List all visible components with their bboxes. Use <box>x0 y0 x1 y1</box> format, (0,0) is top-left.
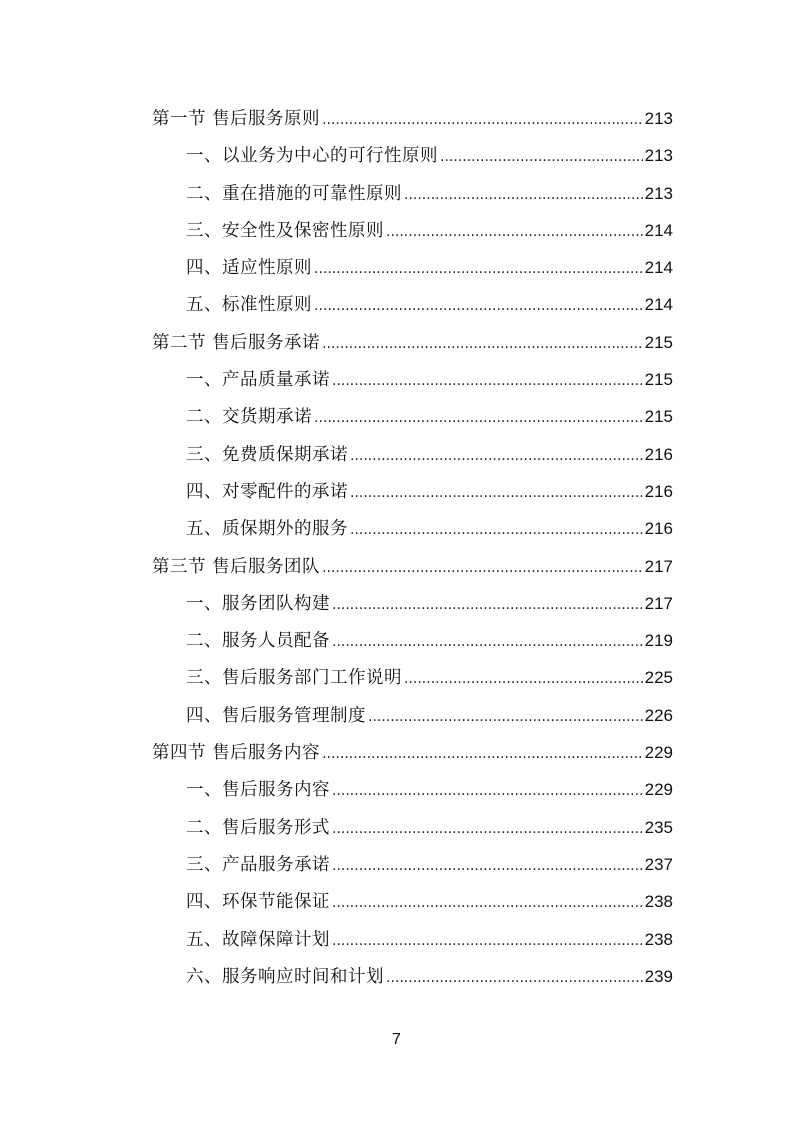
toc-subsection-entry[interactable] <box>152 921 673 958</box>
toc-dot-leader <box>332 363 643 400</box>
toc-dot-leader <box>314 400 643 437</box>
toc-subsection-entry[interactable] <box>152 361 673 398</box>
toc-subsection-entry[interactable] <box>152 175 673 212</box>
toc-entry-page-number: 214 <box>644 220 673 240</box>
toc-entry-page-number: 213 <box>644 146 673 166</box>
toc-dot-leader <box>322 550 643 587</box>
toc-entry-page-number: 219 <box>644 631 673 651</box>
toc-entry-title: 二、交货期承诺 <box>186 407 312 428</box>
toc-entry-title: 一、以业务为中心的可行性原则 <box>186 146 438 167</box>
toc-entry-title: 第一节 售后服务原则 <box>152 109 321 129</box>
toc-dot-leader <box>322 102 643 139</box>
toc-entry-title: 五、质保期外的服务 <box>186 519 348 540</box>
toc-entry-page-number: 213 <box>644 109 673 128</box>
toc-entry-page-number: 214 <box>644 295 673 315</box>
toc-entry-page-number: 215 <box>644 370 673 390</box>
toc-dot-leader <box>332 773 643 810</box>
toc-subsection-entry[interactable] <box>152 771 673 808</box>
toc-subsection-entry[interactable] <box>152 622 673 659</box>
toc-dot-leader <box>386 960 643 997</box>
toc-section-entry[interactable] <box>152 734 673 771</box>
toc-dot-leader <box>314 251 643 288</box>
toc-subsection-entry[interactable] <box>152 958 673 995</box>
toc-entry-title: 二、售后服务形式 <box>186 817 330 838</box>
toc-subsection-entry[interactable] <box>152 473 673 510</box>
toc-subsection-entry[interactable] <box>152 697 673 734</box>
toc-dot-leader <box>440 139 643 176</box>
toc-entry-page-number: 226 <box>644 705 673 725</box>
toc-entry-page-number: 225 <box>644 668 673 688</box>
toc-entry-page-number: 238 <box>644 929 673 949</box>
toc-subsection-entry[interactable] <box>152 846 673 883</box>
toc-subsection-entry[interactable] <box>152 398 673 435</box>
toc-entry-title: 第四节 售后服务内容 <box>152 743 321 764</box>
toc-subsection-entry[interactable] <box>152 510 673 547</box>
toc-section-entry[interactable] <box>152 548 673 585</box>
toc-entry-title: 一、服务团队构建 <box>186 593 330 614</box>
toc-dot-leader <box>404 661 643 698</box>
toc-entry-page-number: 213 <box>644 183 673 203</box>
toc-entry-page-number: 217 <box>644 556 673 576</box>
toc-entry-title: 五、故障保障计划 <box>186 929 330 950</box>
toc-subsection-entry[interactable] <box>152 659 673 696</box>
toc-entry-page-number: 238 <box>644 892 673 912</box>
toc-dot-leader <box>350 475 643 512</box>
toc-entry-page-number: 229 <box>644 743 673 763</box>
toc-dot-leader <box>332 923 643 960</box>
toc-entry-title: 二、服务人员配备 <box>186 631 330 652</box>
toc-subsection-entry[interactable] <box>152 212 673 249</box>
page-number: 7 <box>392 1031 401 1048</box>
toc-entry-title: 一、售后服务内容 <box>186 780 330 801</box>
toc-subsection-entry[interactable] <box>152 809 673 846</box>
toc-entry-page-number: 214 <box>644 258 673 278</box>
toc-entry-page-number: 237 <box>644 854 673 874</box>
toc-entry-page-number: 216 <box>644 519 673 539</box>
toc-dot-leader <box>332 811 643 848</box>
toc-dot-leader <box>350 512 643 549</box>
toc-subsection-entry[interactable] <box>152 137 673 174</box>
toc-entry-title: 六、服务响应时间和计划 <box>186 966 384 987</box>
toc-entry-title: 四、售后服务管理制度 <box>186 705 366 726</box>
toc-entry-page-number: 216 <box>644 444 673 464</box>
toc-entry-title: 三、安全性及保密性原则 <box>186 220 384 241</box>
toc-dot-leader <box>332 885 643 922</box>
toc-entry-title: 四、对零配件的承诺 <box>186 481 348 502</box>
toc-dot-leader <box>350 438 643 475</box>
toc-entry-page-number: 215 <box>644 332 673 352</box>
toc-entry-title: 第二节 售后服务承诺 <box>152 332 321 353</box>
toc-dot-leader <box>322 326 643 363</box>
toc-dot-leader <box>332 624 643 661</box>
toc-dot-leader <box>332 587 643 624</box>
toc-subsection-entry[interactable] <box>152 286 673 323</box>
toc-subsection-entry[interactable] <box>152 436 673 473</box>
toc-dot-leader <box>386 214 643 251</box>
toc-entry-title: 四、适应性原则 <box>186 258 312 279</box>
toc-dot-leader <box>404 177 643 214</box>
toc-dot-leader <box>314 288 643 325</box>
toc-entry-page-number: 229 <box>644 780 673 800</box>
toc-entry-page-number: 217 <box>644 593 673 613</box>
toc-dot-leader <box>368 699 643 736</box>
toc-entry-page-number: 216 <box>644 481 673 501</box>
toc-entry-page-number: 235 <box>644 817 673 837</box>
toc-entry-page-number: 239 <box>644 966 673 986</box>
toc-dot-leader <box>332 848 643 885</box>
toc-subsection-entry[interactable] <box>152 883 673 920</box>
toc-entry-title: 第三节 售后服务团队 <box>152 556 321 577</box>
toc-subsection-entry[interactable] <box>152 585 673 622</box>
toc-entry-title: 一、产品质量承诺 <box>186 370 330 391</box>
toc-dot-leader <box>322 736 643 773</box>
toc-entry-title: 二、重在措施的可靠性原则 <box>186 183 402 204</box>
toc-subsection-entry[interactable] <box>152 249 673 286</box>
table-of-contents <box>152 100 673 995</box>
toc-entry-title: 三、免费质保期承诺 <box>186 444 348 465</box>
toc-entry-title: 四、环保节能保证 <box>186 892 330 913</box>
toc-section-entry[interactable] <box>152 324 673 361</box>
toc-entry-title: 三、产品服务承诺 <box>186 854 330 875</box>
toc-entry-title: 三、售后服务部门工作说明 <box>186 668 402 689</box>
toc-entry-title: 五、标准性原则 <box>186 295 312 316</box>
toc-entry-page-number: 215 <box>644 407 673 427</box>
toc-section-entry[interactable] <box>152 100 673 137</box>
